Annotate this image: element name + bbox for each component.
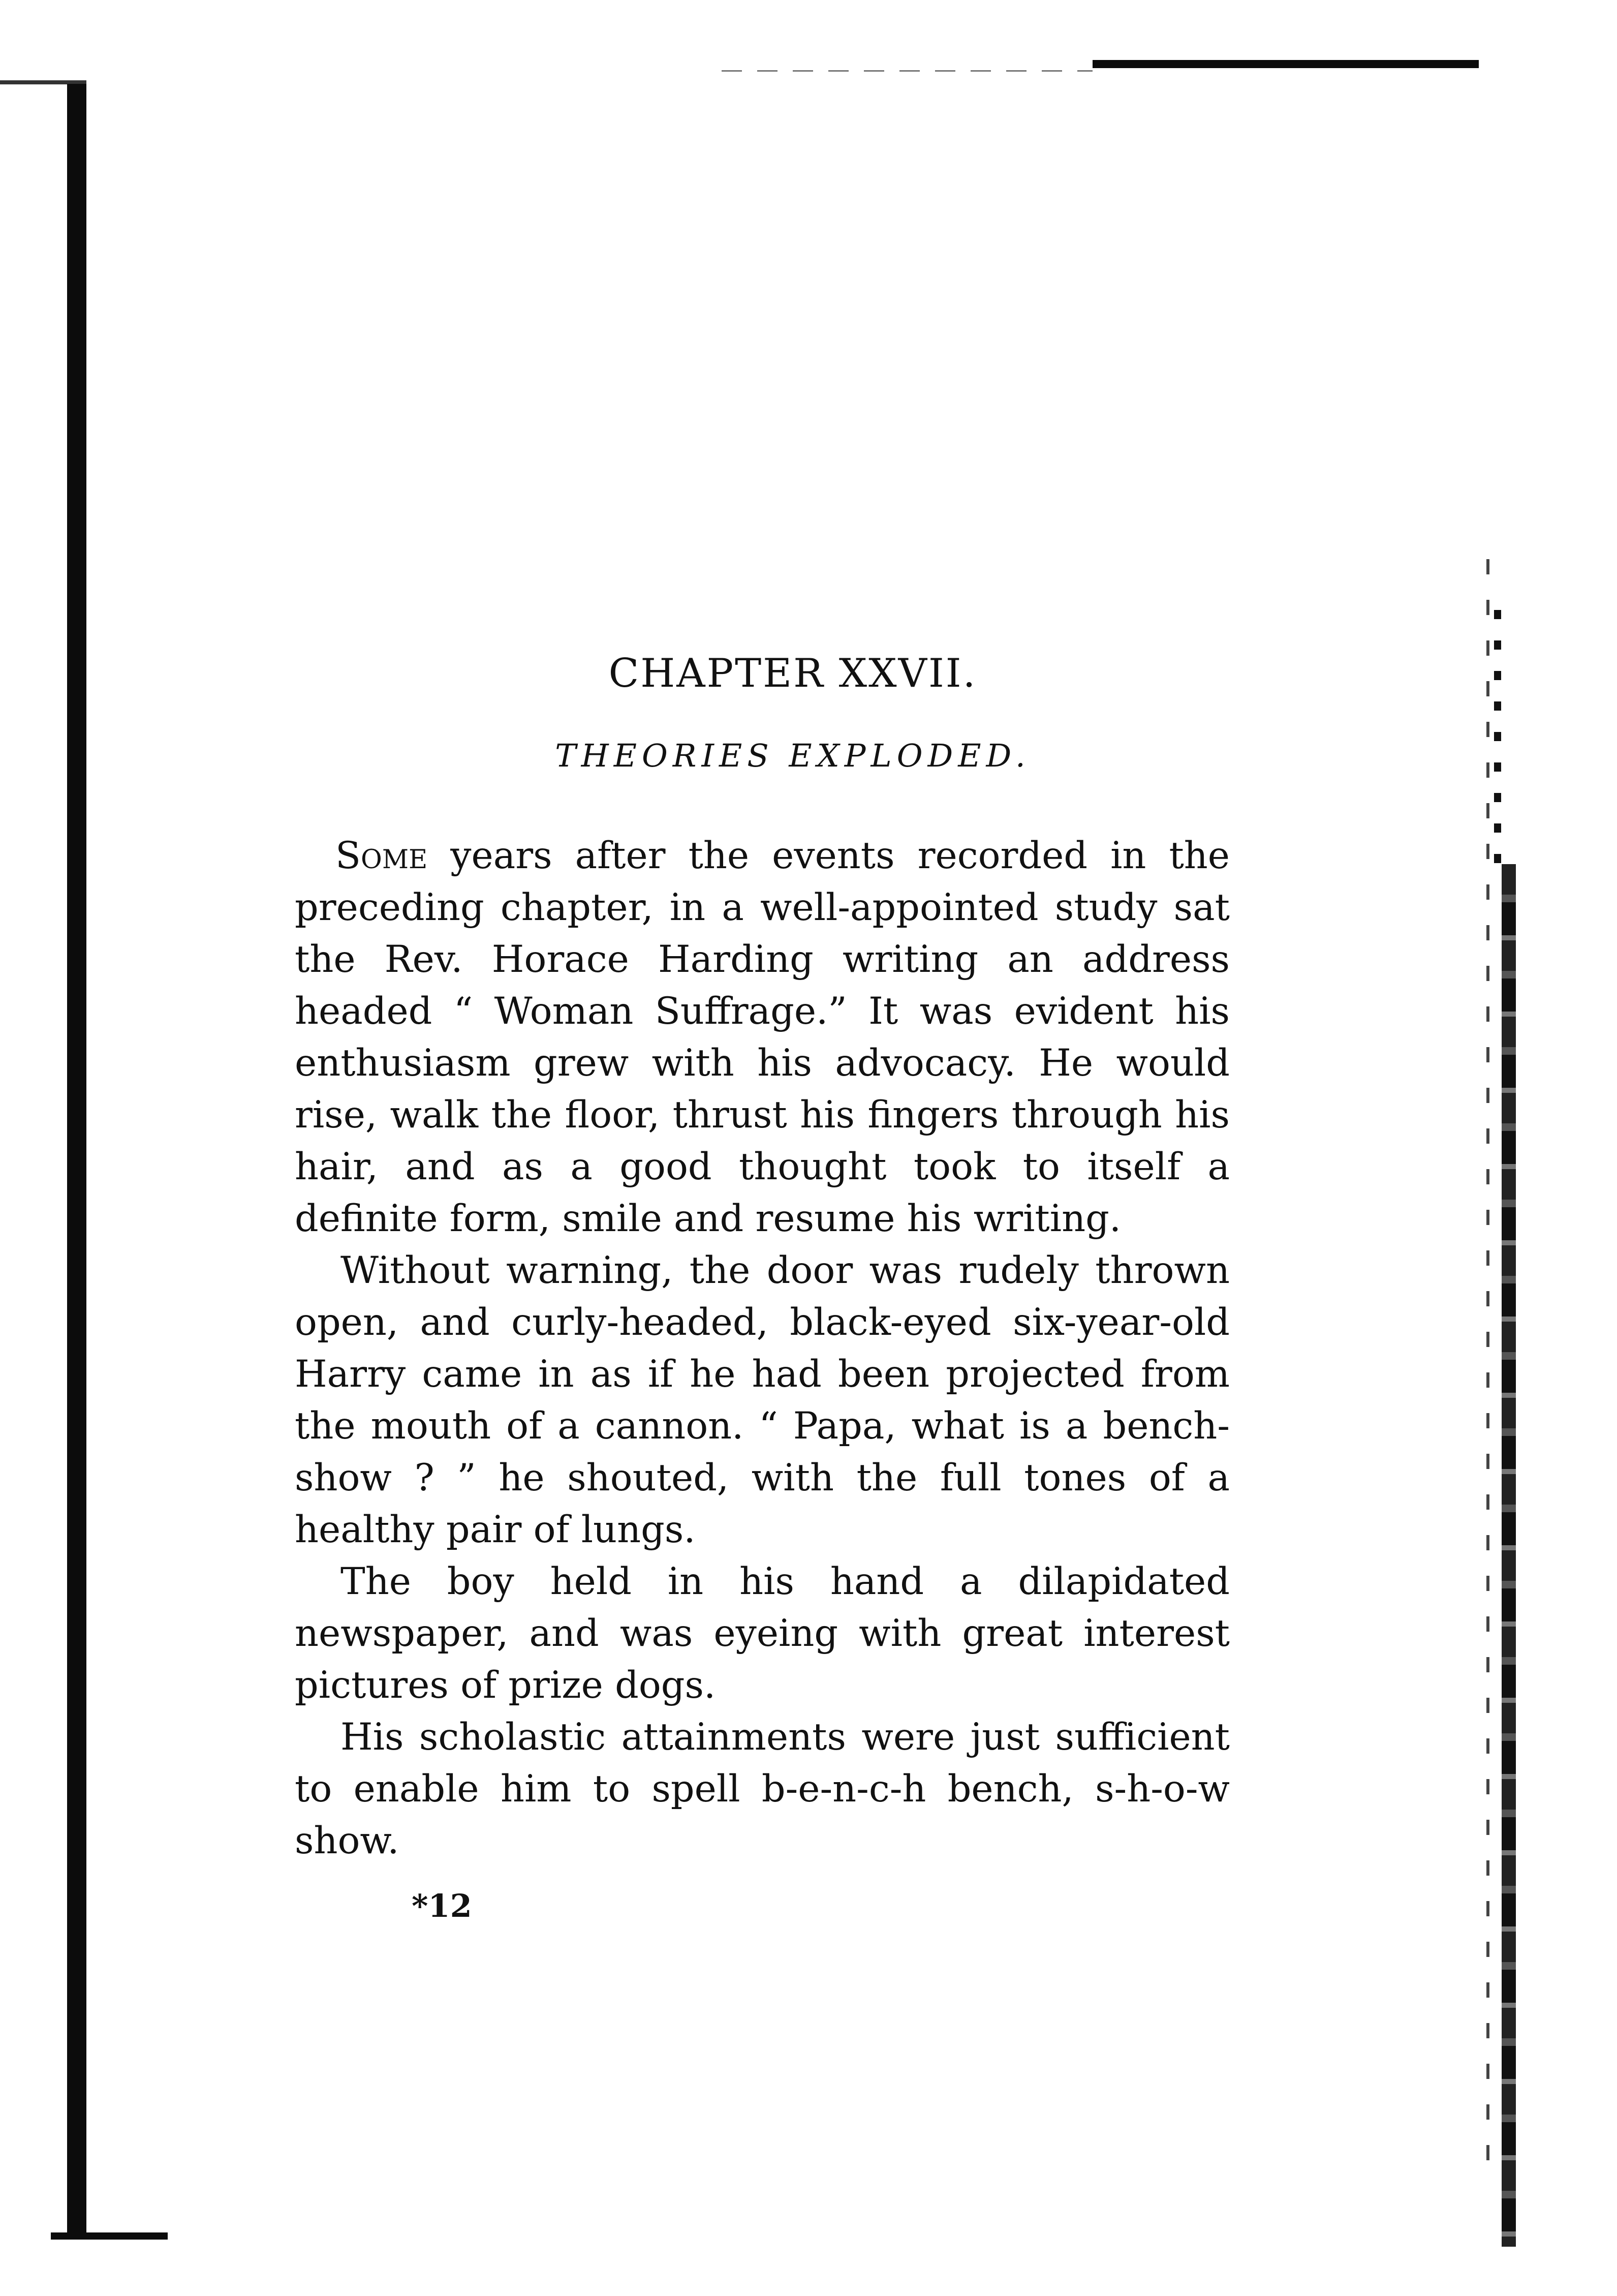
paragraph-text: Without warning, the door was rudely thrown open, and curly-headed, black-eyed six-year-old Harry came in as if he had been projected from the mouth of a cannon. “ Papa, what is a bench-show ? ” he shouted, with the full tones of a healthy pair of lungs.: [295, 1249, 1230, 1551]
scan-top-rule-faint: [722, 70, 1093, 72]
paragraph-text: The boy held in his hand a dilapidated newspaper, and was eyeing with great interest pictures of prize dogs.: [295, 1560, 1230, 1707]
paragraph-text: years after the events recorded in the preceding chapter, in a well-appointed study sat the Rev. Horace Harding writing an address headed “ Woman Suffrage.” It was evident his enthusiasm grew with his advocacy. He would rise, walk the floor, thrust his fingers through his hair, and as a good thought took to itself a definite form, smile and resume his writing.: [295, 834, 1230, 1240]
scan-edge-right-marks: [1494, 610, 1501, 874]
paragraph-lead-word: Some: [335, 834, 428, 877]
scan-edge-right: [1502, 864, 1516, 2247]
paragraph: [295, 1245, 1230, 1556]
paragraph: [295, 830, 1230, 1245]
page-text: [295, 651, 1230, 1924]
scan-edge-right-thin: [1486, 559, 1489, 2186]
chapter-subtitle: THEORIES EXPLODED.: [555, 737, 1031, 774]
scan-top-rule: [1093, 60, 1479, 68]
paragraph-text: His scholastic attainments were just sufficient to enable him to spell b-e-n-c-h bench, s-h-o-w show.: [295, 1716, 1230, 1862]
chapter-heading: CHAPTER XXVII.: [608, 651, 977, 696]
scan-binding-shadow: [67, 84, 86, 2239]
paragraph: [295, 1711, 1230, 1867]
paragraph: [295, 1556, 1230, 1711]
signature-mark: *12: [412, 1887, 472, 1924]
scan-edge-bottom-left: [51, 2232, 168, 2240]
